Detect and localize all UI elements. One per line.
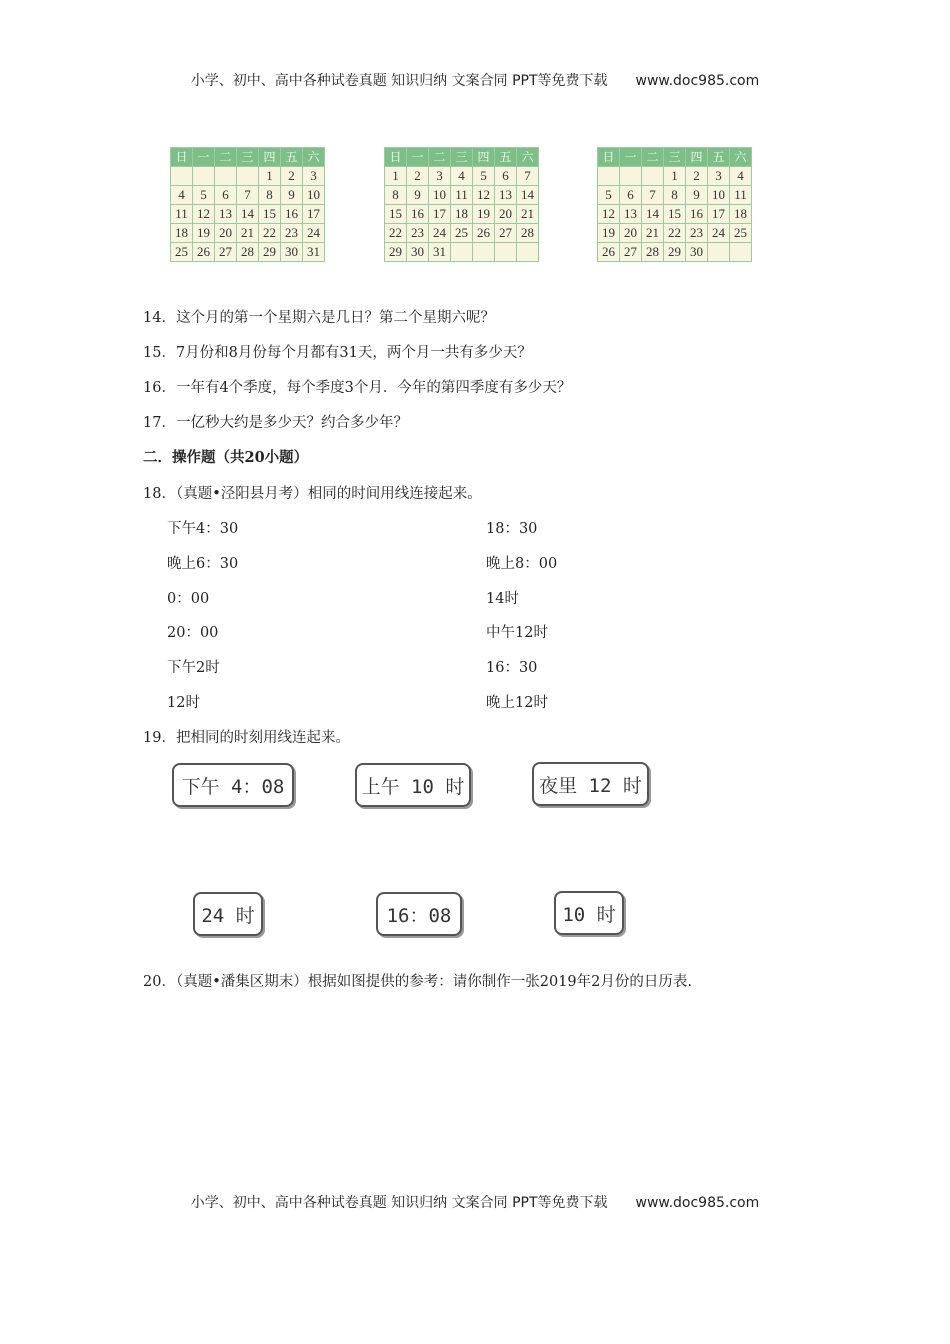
calendar-day-cell: 21: [642, 224, 664, 243]
calendar-day-cell: 3: [429, 167, 451, 186]
weekday-cell: 五: [708, 148, 730, 167]
calendar-day-cell: 27: [620, 243, 642, 262]
calendar-day-cell: 4: [730, 167, 752, 186]
calendar-day-cell: 9: [281, 186, 303, 205]
calendar-day-cell: [237, 167, 259, 186]
calendar-day-cell: 5: [193, 186, 215, 205]
calendar-day-cell: 1: [385, 167, 407, 186]
calendar-day-cell: 24: [303, 224, 325, 243]
calendar-day-cell: [642, 167, 664, 186]
header-text: 小学、初中、高中各种试卷真题 知识归纳 文案合同 PPT等免费下载: [190, 73, 608, 89]
calendar-day-cell: 16: [281, 205, 303, 224]
calendar-day-cell: [193, 167, 215, 186]
calendar-day-cell: 25: [171, 243, 193, 262]
weekday-cell: 二: [642, 148, 664, 167]
calendar-2: [384, 147, 539, 262]
question-17: 17．一亿秒大约是多少天？约合多少年？: [143, 415, 408, 431]
calendar-day-cell: 22: [259, 224, 281, 243]
calendar-day-cell: 18: [730, 205, 752, 224]
calendar-day-cell: [598, 167, 620, 186]
match-right-1: 18：30: [486, 521, 538, 537]
calendar-week-row: [171, 205, 325, 224]
calendar-day-cell: [730, 243, 752, 262]
section-2-heading: 二．操作题（共20小题）: [143, 449, 309, 466]
weekday-cell: 五: [495, 148, 517, 167]
calendar-day-cell: [495, 243, 517, 262]
calendar-day-cell: 29: [259, 243, 281, 262]
calendar-week-row: [171, 243, 325, 262]
calendar-day-cell: 15: [259, 205, 281, 224]
calendar-day-cell: 3: [303, 167, 325, 186]
weekday-cell: 三: [237, 148, 259, 167]
weekday-cell: 日: [385, 148, 407, 167]
match-left-6: 12时: [167, 695, 200, 711]
calendar-day-cell: 31: [303, 243, 325, 262]
calendar-week-row: [598, 243, 752, 262]
calendar-day-cell: 19: [598, 224, 620, 243]
calendar-day-cell: 20: [215, 224, 237, 243]
calendar-week-row: [385, 167, 539, 186]
question-20: 20．（真题•潘集区期末）根据如图提供的参考：请你制作一张2019年2月份的日历表.: [143, 974, 692, 990]
calendar-day-cell: 19: [193, 224, 215, 243]
match-left-5: 下午2时: [167, 660, 220, 676]
calendar-day-cell: 9: [407, 186, 429, 205]
calendar-day-cell: 7: [517, 167, 539, 186]
match-right-2: 晚上8：00: [486, 556, 558, 572]
calendar-day-cell: 21: [237, 224, 259, 243]
calendar-day-cell: 2: [407, 167, 429, 186]
calendar-day-cell: 7: [237, 186, 259, 205]
calendar-1: [170, 147, 325, 262]
time-box-bottom-2: 16：08: [376, 892, 462, 936]
calendar-day-cell: 23: [407, 224, 429, 243]
calendar-day-cell: 8: [385, 186, 407, 205]
calendar-week-row: [171, 186, 325, 205]
calendar-day-cell: 7: [642, 186, 664, 205]
calendar-day-cell: [473, 243, 495, 262]
calendar-day-cell: 30: [407, 243, 429, 262]
calendar-day-cell: [517, 243, 539, 262]
calendar-day-cell: 11: [171, 205, 193, 224]
page-header: [0, 70, 950, 90]
calendar-week-row: [385, 243, 539, 262]
calendar-day-cell: 18: [451, 205, 473, 224]
calendar-day-cell: 2: [686, 167, 708, 186]
calendar-day-cell: 1: [259, 167, 281, 186]
calendar-week-row: [171, 167, 325, 186]
footer-site: www.doc985.com: [635, 1195, 760, 1211]
weekday-cell: 六: [303, 148, 325, 167]
calendar-day-cell: 16: [686, 205, 708, 224]
calendar-day-cell: 28: [517, 224, 539, 243]
calendar-day-cell: 22: [664, 224, 686, 243]
calendar-3: [597, 147, 752, 262]
calendar-day-cell: 12: [193, 205, 215, 224]
calendar-header-row: [171, 148, 325, 167]
weekday-cell: 三: [664, 148, 686, 167]
calendar-week-row: [598, 186, 752, 205]
match-left-1: 下午4：30: [167, 521, 239, 537]
calendar-day-cell: 26: [473, 224, 495, 243]
calendar-day-cell: 10: [429, 186, 451, 205]
weekday-cell: 四: [686, 148, 708, 167]
calendar-day-cell: 4: [451, 167, 473, 186]
calendar-day-cell: 13: [215, 205, 237, 224]
calendar-day-cell: 30: [281, 243, 303, 262]
calendar-header-row: [385, 148, 539, 167]
calendar-day-cell: 4: [171, 186, 193, 205]
weekday-cell: 日: [171, 148, 193, 167]
calendar-day-cell: 29: [385, 243, 407, 262]
calendar-day-cell: 2: [281, 167, 303, 186]
calendar-day-cell: 10: [708, 186, 730, 205]
calendar-day-cell: 27: [215, 243, 237, 262]
calendar-day-cell: 14: [517, 186, 539, 205]
calendar-week-row: [598, 205, 752, 224]
calendar-day-cell: 17: [708, 205, 730, 224]
calendar-day-cell: 9: [686, 186, 708, 205]
calendar-day-cell: 19: [473, 205, 495, 224]
question-14: 14．这个月的第一个星期六是几日？第二个星期六呢？: [143, 310, 495, 326]
calendar-day-cell: 21: [517, 205, 539, 224]
question-19: 19．把相同的时刻用线连起来。: [143, 730, 350, 746]
match-right-4: 中午12时: [486, 625, 548, 641]
calendar-day-cell: 1: [664, 167, 686, 186]
calendar-day-cell: 11: [730, 186, 752, 205]
calendar-day-cell: [215, 167, 237, 186]
calendar-day-cell: 5: [473, 167, 495, 186]
calendar-day-cell: 28: [237, 243, 259, 262]
weekday-cell: 六: [730, 148, 752, 167]
match-left-3: 0：00: [167, 591, 210, 607]
calendar-day-cell: 14: [237, 205, 259, 224]
weekday-cell: 六: [517, 148, 539, 167]
calendar-day-cell: 25: [451, 224, 473, 243]
calendar-day-cell: 8: [259, 186, 281, 205]
calendar-week-row: [385, 224, 539, 243]
calendar-day-cell: 16: [407, 205, 429, 224]
weekday-cell: 二: [429, 148, 451, 167]
calendar-day-cell: 6: [495, 167, 517, 186]
calendar-day-cell: 23: [686, 224, 708, 243]
calendar-day-cell: 18: [171, 224, 193, 243]
calendar-day-cell: [171, 167, 193, 186]
calendar-day-cell: 20: [620, 224, 642, 243]
weekday-cell: 四: [259, 148, 281, 167]
calendar-day-cell: 14: [642, 205, 664, 224]
calendar-day-cell: [708, 243, 730, 262]
calendar-day-cell: 17: [429, 205, 451, 224]
calendar-day-cell: 12: [598, 205, 620, 224]
match-right-5: 16：30: [486, 660, 538, 676]
weekday-cell: 二: [215, 148, 237, 167]
time-box-top-2: 上午 10 时: [355, 763, 471, 807]
match-right-3: 14时: [486, 591, 519, 607]
calendar-day-cell: 11: [451, 186, 473, 205]
match-left-2: 晚上6：30: [167, 556, 239, 572]
calendar-day-cell: 13: [620, 205, 642, 224]
calendar-day-cell: 30: [686, 243, 708, 262]
calendar-day-cell: 3: [708, 167, 730, 186]
calendar-week-row: [385, 205, 539, 224]
weekday-cell: 日: [598, 148, 620, 167]
weekday-cell: 一: [620, 148, 642, 167]
weekday-cell: 五: [281, 148, 303, 167]
calendar-day-cell: 13: [495, 186, 517, 205]
calendar-day-cell: 31: [429, 243, 451, 262]
calendar-day-cell: 27: [495, 224, 517, 243]
question-18: 18．（真题•泾阳县月考）相同的时间用线连接起来。: [143, 486, 482, 502]
calendar-week-row: [598, 224, 752, 243]
match-right-6: 晚上12时: [486, 695, 548, 711]
calendar-day-cell: [620, 167, 642, 186]
calendar-day-cell: 10: [303, 186, 325, 205]
calendar-week-row: [598, 167, 752, 186]
time-box-top-1: 下午 4：08: [172, 763, 294, 807]
calendar-day-cell: 5: [598, 186, 620, 205]
page-footer: [0, 1192, 950, 1212]
calendar-day-cell: 26: [193, 243, 215, 262]
calendar-day-cell: 12: [473, 186, 495, 205]
weekday-cell: 三: [451, 148, 473, 167]
calendar-day-cell: [451, 243, 473, 262]
calendar-day-cell: 26: [598, 243, 620, 262]
time-box-bottom-3: 10 时: [554, 891, 624, 935]
weekday-cell: 一: [193, 148, 215, 167]
calendar-day-cell: 23: [281, 224, 303, 243]
calendar-day-cell: 6: [620, 186, 642, 205]
footer-text: 小学、初中、高中各种试卷真题 知识归纳 文案合同 PPT等免费下载: [190, 1195, 608, 1211]
calendar-day-cell: 15: [385, 205, 407, 224]
calendar-day-cell: 22: [385, 224, 407, 243]
calendar-day-cell: 24: [708, 224, 730, 243]
calendar-day-cell: 17: [303, 205, 325, 224]
calendar-day-cell: 28: [642, 243, 664, 262]
weekday-cell: 一: [407, 148, 429, 167]
calendar-day-cell: 15: [664, 205, 686, 224]
match-left-4: 20：00: [167, 625, 219, 641]
calendar-day-cell: 20: [495, 205, 517, 224]
time-box-bottom-1: 24 时: [193, 892, 263, 936]
calendar-day-cell: 8: [664, 186, 686, 205]
calendar-header-row: [598, 148, 752, 167]
calendar-week-row: [171, 224, 325, 243]
calendar-day-cell: 25: [730, 224, 752, 243]
calendar-day-cell: 29: [664, 243, 686, 262]
calendar-week-row: [385, 186, 539, 205]
header-site: www.doc985.com: [635, 73, 760, 89]
question-16: 16．一年有4个季度，每个季度3个月．今年的第四季度有多少天？: [143, 380, 572, 396]
calendar-day-cell: 24: [429, 224, 451, 243]
question-15: 15．7月份和8月份每个月都有31天，两个月一共有多少天？: [143, 345, 532, 361]
calendar-day-cell: 6: [215, 186, 237, 205]
weekday-cell: 四: [473, 148, 495, 167]
time-box-top-3: 夜里 12 时: [532, 762, 649, 806]
